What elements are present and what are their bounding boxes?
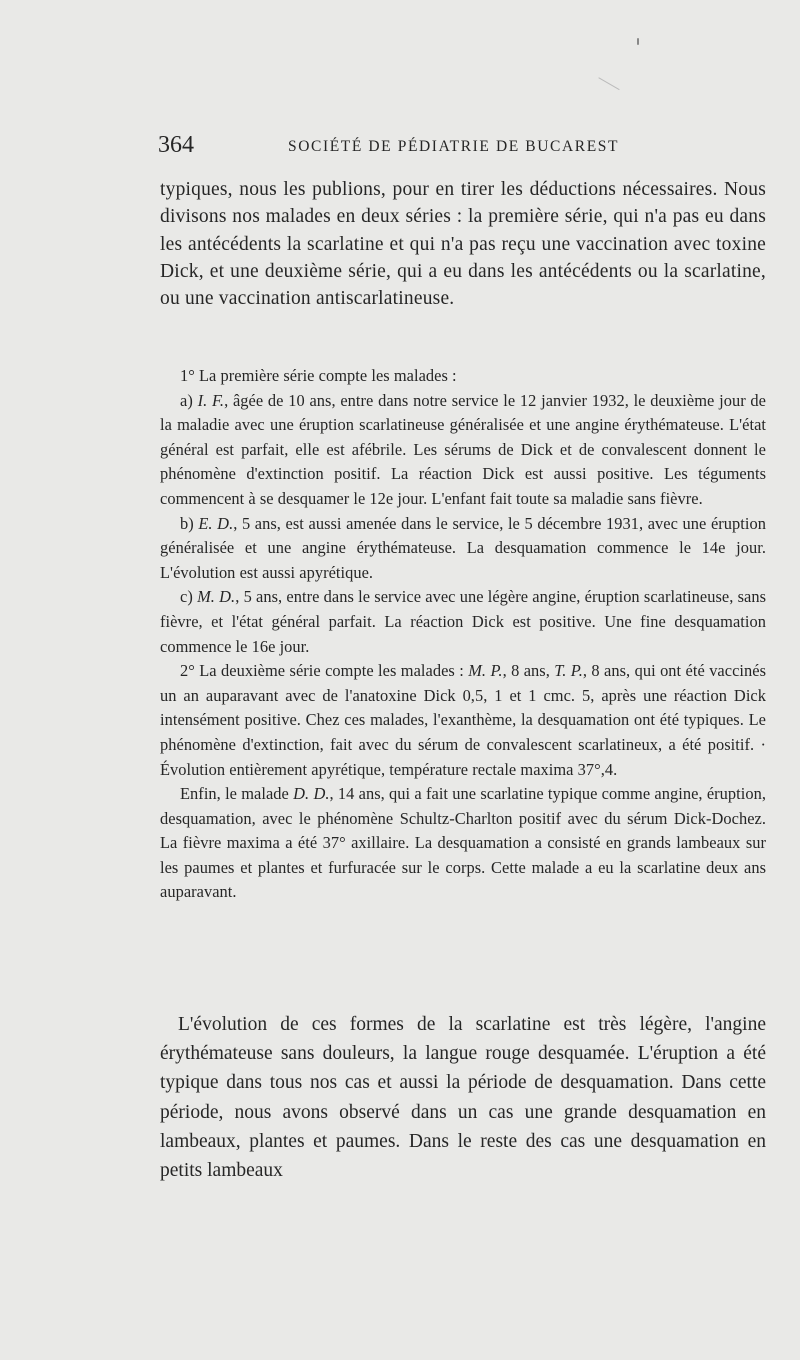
case-a-initials: I. F.	[197, 390, 225, 410]
case-a-text: , âgée de 10 ans, entre dans notre service le 12 janvier 1932, le deuxième jour de la maladie avec une éruption scarlatineuse généralisée et une angine érythémateuse. L'état général est parfait, elle est afébrile. Les sérums de Dick et de convalescent donnent le phénomène d'extinction positif. La réaction Dick est aussi positive. Les téguments commencent à se desquamer le 12e jour. L'enfant fait toute sa maladie sans fièvre.	[160, 390, 767, 508]
second-series-paragraph	[160, 659, 766, 782]
conclusion-paragraph: L'évolution de ces formes de la scarlatine est très légère, l'angine érythémateuse sans douleurs, la langue rouge desquamée. L'éruption a été typique dans tous nos cas et aussi la période de desquamation. Dans cette période, nous avons observé dans un cas une grande desquamation en lambeaux, plantes et paumes. Dans le reste des cas une desquamation en petits lambeaux	[160, 1014, 766, 1182]
case-c-label: c)	[180, 587, 193, 607]
final-case-lead: Enfin, le malade	[180, 784, 294, 804]
final-case-paragraph	[160, 782, 766, 905]
page-header	[158, 132, 642, 162]
case-a-label: a)	[180, 390, 193, 410]
case-b-initials: E. D.	[198, 513, 234, 533]
conclusion-section	[160, 1010, 766, 1185]
scan-speck	[637, 38, 639, 45]
case-b-label: b)	[180, 513, 194, 533]
final-case-text: , 14 ans, qui a fait une scarlatine typique comme angine, éruption, desquamation, avec le phénomène Schultz-Charlton positif avec du sérum Dick-Dochez. La fièvre maxima a été 37° axillaire. La desquamation a consisté en grands lambeaux sur les paumes et plantes et furfuracée sur le corps. Cette malade a eu la scarlatine deux ans auparavant.	[160, 784, 767, 902]
final-case-initials: D. D.	[293, 784, 330, 804]
second-series-mid: , 8 ans,	[502, 661, 555, 681]
page-number: 364	[158, 132, 194, 158]
second-series-initials-2: T. P.	[554, 661, 583, 681]
case-a-paragraph	[160, 389, 766, 512]
intro-paragraph: typiques, nous les publions, pour en tirer les déductions nécessaires. Nous divisons nos malades en deux séries : la première série, qui n'a pas eu dans les antécédents la scarlatine et qui n'a pas reçu une vaccination avec toxine Dick, et une deuxième série, qui a eu dans les antécédents ou la scarlatine, ou une vaccination antiscarlatineuse.	[160, 179, 766, 310]
second-series-text: , 8 ans, qui ont été vaccinés un an auparavant avec de l'anatoxine Dick 0,5, 1 et 1 cmc. 5, après une réaction Dick intensément positive. Chez ces malades, l'exanthème, la desquamation ont été typiques. Le phénomène d'extinction, fait avec du sérum de convalescent scarlatineux, a été positif. · Évolution entièrement apyrétique, température rectale maxima 37°,4.	[160, 661, 767, 779]
case-c-paragraph	[160, 585, 766, 659]
intro-section	[160, 176, 766, 312]
first-series-heading: 1° La première série compte les malades :	[180, 366, 457, 385]
running-title: SOCIÉTÉ DE PÉDIATRIE DE BUCAREST	[288, 138, 620, 155]
case-b-paragraph	[160, 512, 766, 586]
second-series-initials-1: M. P.	[468, 661, 503, 681]
case-series-section	[160, 364, 766, 905]
case-b-text: , 5 ans, est aussi amenée dans le service, le 5 décembre 1931, avec une éruption généralisée et une angine érythémateuse. La desquamation commence le 14e jour. L'évolution est aussi apyrétique.	[160, 513, 766, 582]
case-c-text: , 5 ans, entre dans le service avec une légère angine, éruption scarlatineuse, sans fièvre, et l'état général parfait. La réaction Dick est positive. Une fine desquamation commence le 16e jour.	[160, 587, 766, 656]
second-series-lead: 2° La deuxième série compte les malades :	[180, 661, 469, 681]
case-c-initials: M. D.	[197, 587, 236, 607]
scan-scratch	[598, 67, 625, 90]
